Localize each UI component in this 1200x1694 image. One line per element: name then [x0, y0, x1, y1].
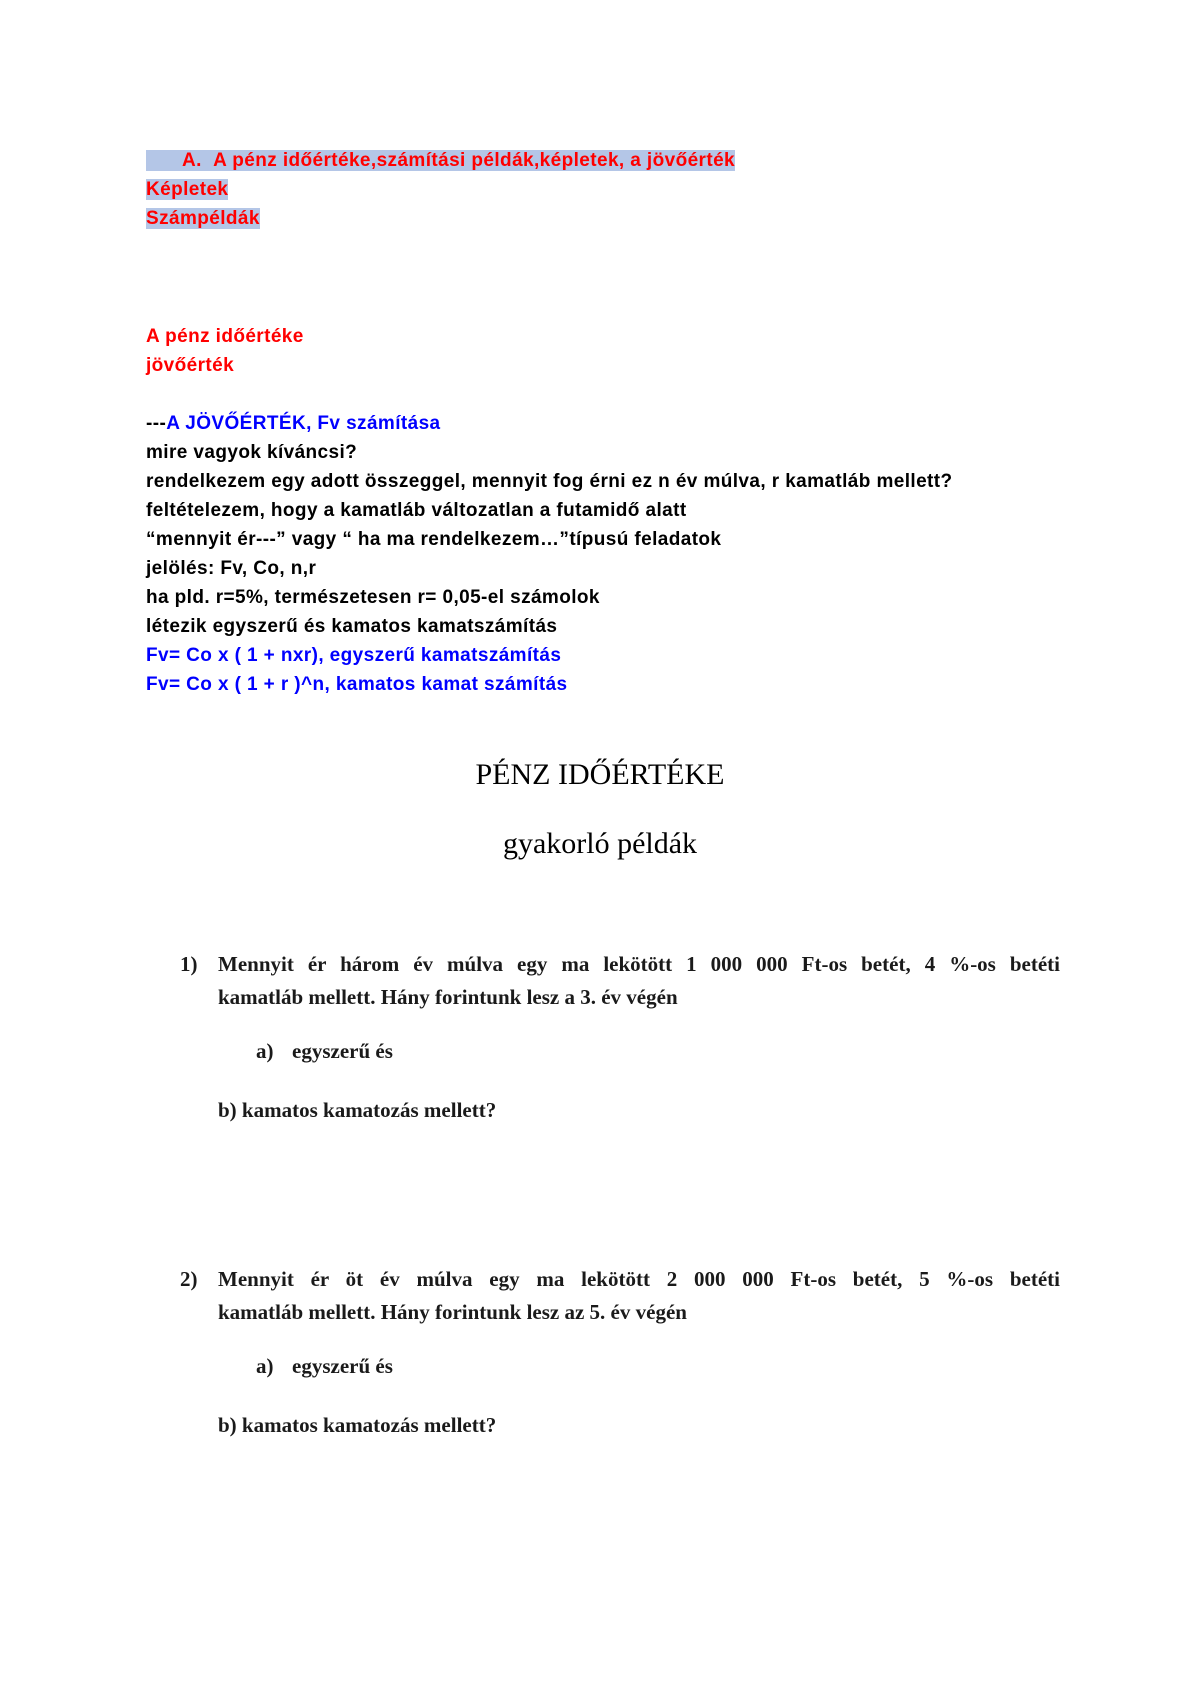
toc-item-kepletek-label: Képletek: [146, 179, 229, 200]
sub-item-a-text: egyszerű és: [292, 1354, 393, 1378]
body-line-2: rendelkezem egy adott összeggel, mennyit fog érni ez n év múlva, r kamatláb mellett?: [146, 471, 953, 492]
body-line-4: “mennyit ér---” vagy “ ha ma rendelkezem…”típusú feladatok: [146, 529, 722, 550]
body-line-3: feltételezem, hogy a kamatláb változatlan a futamidő alatt: [146, 500, 687, 521]
exercise-question-line1: Mennyit ér három év múlva egy ma lekötött 1 000 000 Ft-os betét, 4 %-os betéti: [218, 952, 1060, 976]
exercise-question-line1: Mennyit ér öt év múlva egy ma lekötött 2 000 000 Ft-os betét, 5 %-os betéti: [218, 1267, 1060, 1291]
sub-item-a-label: a): [256, 1354, 274, 1378]
exercise-question-line2: kamatláb mellett. Hány forintunk lesz az 5. év végén: [218, 1300, 687, 1324]
exercise-question: [218, 1263, 1060, 1329]
toc-item-a-highlight: [146, 150, 735, 171]
body-line-5: jelölés: Fv, Co, n,r: [146, 558, 317, 579]
toc-item-a-prefix: A.: [182, 150, 202, 171]
exercise-question: [218, 948, 1060, 1014]
sub-item-a-label: a): [256, 1039, 274, 1063]
body-line-7: létezik egyszerű és kamatos kamatszámítás: [146, 616, 558, 637]
section-heading-line1: A pénz időértéke: [146, 326, 304, 347]
fv-heading: [146, 409, 441, 438]
sub-item-a-text: egyszerű és: [292, 1039, 393, 1063]
fv-heading-text: A JÖVŐÉRTÉK, Fv számítása: [166, 413, 441, 434]
practice-subtitle: gyakorló példák: [502, 827, 698, 860]
toc-item-a-text: A pénz időértéke,számítási példák,képletek, a jövőérték: [213, 150, 736, 171]
body-line-1: mire vagyok kíváncsi?: [146, 442, 358, 463]
fv-heading-prefix: ---: [146, 413, 167, 434]
sub-item-b: b) kamatos kamatozás mellett?: [218, 1413, 497, 1437]
toc-item-a[interactable]: [146, 146, 735, 175]
toc-item-szampeldak-label: Számpéldák: [146, 208, 260, 229]
body-line-6: ha pld. r=5%, természetesen r= 0,05-el számolok: [146, 587, 600, 608]
exercise-number: 2): [180, 1267, 198, 1291]
exercise-1: [0, 948, 1200, 1128]
practice-title: PÉNZ IDŐÉRTÉKE: [475, 758, 725, 791]
section-heading-line2: jövőérték: [146, 355, 235, 376]
sub-item-b: b) kamatos kamatozás mellett?: [218, 1098, 497, 1122]
toc-item-szampeldak[interactable]: [146, 204, 260, 233]
exercise-question-line2: kamatláb mellett. Hány forintunk lesz a 3. év végén: [218, 985, 678, 1009]
toc-item-kepletek[interactable]: [146, 175, 228, 204]
exercise-2: [0, 1263, 1200, 1443]
formula-simple: Fv= Co x ( 1 + nxr), egyszerű kamatszámítás: [146, 645, 562, 666]
exercise-number: 1): [180, 952, 198, 976]
formula-compound: Fv= Co x ( 1 + r )^n, kamatos kamat számítás: [146, 674, 568, 695]
